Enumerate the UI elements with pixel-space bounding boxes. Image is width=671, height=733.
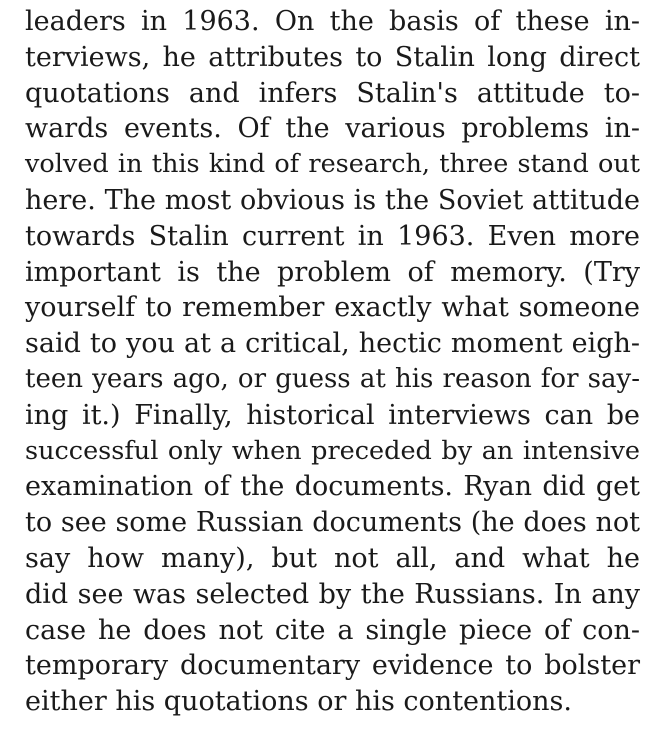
text-line-10: said to you at a critical, hectic moment eigh- [25,328,640,360]
text-line-3: quotations and infers Stalin's attitude to- [25,77,640,109]
text-line-11: teen years ago, or guess at his reason for say- [25,363,640,394]
text-line-6: here. The most obvious is the Soviet attitude [25,184,640,216]
paragraph [25,4,640,720]
text-line-7: towards Stalin current in 1963. Even more [25,220,640,252]
text-line-19: temporary documentary evidence to bolster [25,650,640,682]
text-line-17: did see was selected by the Russians. In any [25,578,640,610]
text-line-5: volved in this kind of research, three stand out [25,149,640,180]
text-line-15: to see some Russian documents (he does not [25,507,640,539]
text-line-18: case he does not cite a single piece of con- [25,614,640,646]
text-line-13: successful only when preceded by an intensive [25,435,640,466]
text-line-8: important is the problem of memory. (Try [25,256,640,288]
text-line-14: examination of the documents. Ryan did get [25,471,640,503]
text-line-1: leaders in 1963. On the basis of these in- [25,6,640,37]
text-line-2: terviews, he attributes to Stalin long direct [25,41,640,73]
text-line-12: ing it.) Finally, historical interviews can be [25,399,640,431]
text-line-20: either his quotations or his contentions. [25,686,572,718]
text-line-16: say how many), but not all, and what he [25,542,640,574]
text-line-4: wards events. Of the various problems in- [25,113,640,145]
text-line-9: yourself to remember exactly what someone [25,292,640,324]
